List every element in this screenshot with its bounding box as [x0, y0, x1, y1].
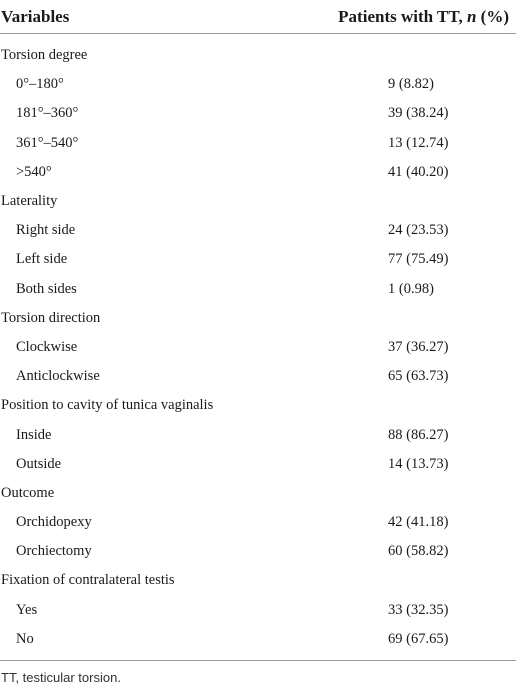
category-row: [0, 391, 516, 420]
table-row: [0, 420, 516, 449]
row-label: 0°–180°: [16, 76, 64, 93]
table-row: [0, 537, 516, 566]
row-value: 41 (40.20): [388, 163, 449, 180]
row-label: Outside: [16, 455, 62, 472]
row-value: 1 (0.98): [388, 280, 434, 297]
table-row: [0, 99, 516, 128]
row-label: Clockwise: [16, 338, 78, 355]
category-label: Outcome: [1, 484, 55, 501]
category-row: [0, 566, 516, 595]
row-label: Right side: [16, 222, 76, 239]
table-row: [0, 70, 516, 99]
category-label: Fixation of contralateral testis: [1, 572, 175, 589]
category-row: [0, 304, 516, 333]
table-header: [0, 0, 516, 34]
category-row: [0, 41, 516, 70]
row-value: 39 (38.24): [388, 105, 449, 122]
table-row: [0, 508, 516, 537]
row-label: Inside: [16, 426, 52, 443]
header-patients-prefix: Patients with TT,: [338, 6, 467, 26]
table-row: [0, 216, 516, 245]
category-label: Torsion degree: [1, 47, 88, 64]
category-label: Laterality: [1, 193, 58, 210]
row-label: 181°–360°: [16, 105, 79, 122]
row-value: 69 (67.65): [388, 630, 449, 647]
row-value: 9 (8.82): [388, 76, 434, 93]
table-row: [0, 129, 516, 158]
category-row: [0, 187, 516, 216]
table-row: [0, 245, 516, 274]
row-value: 88 (86.27): [388, 426, 449, 443]
table-row: [0, 596, 516, 625]
row-label: Orchidopexy: [16, 514, 92, 531]
header-variables: Variables: [1, 6, 70, 26]
row-value: 65 (63.73): [388, 368, 449, 385]
row-value: 24 (23.53): [388, 222, 449, 239]
row-label: Anticlockwise: [16, 368, 100, 385]
row-label: Both sides: [16, 280, 77, 297]
row-value: 60 (58.82): [388, 543, 449, 560]
row-value: 13 (12.74): [388, 134, 449, 151]
header-patients-suffix: (%): [476, 6, 509, 26]
row-value: 14 (13.73): [388, 455, 449, 472]
table-row: [0, 158, 516, 187]
header-patients: [338, 7, 510, 27]
table-footnote: TT, testicular torsion.: [1, 669, 121, 685]
category-row: [0, 479, 516, 508]
table-row: [0, 362, 516, 391]
row-label: Yes: [16, 601, 38, 618]
row-value: 42 (41.18): [388, 514, 449, 531]
row-value: 33 (32.35): [388, 601, 449, 618]
header-patients-n: n: [466, 6, 477, 26]
row-label: Orchiectomy: [16, 543, 92, 560]
category-label: Position to cavity of tunica vaginalis: [1, 397, 214, 414]
row-label: >540°: [16, 163, 52, 180]
row-label: 361°–540°: [16, 134, 79, 151]
table-row: [0, 275, 516, 304]
table-row: [0, 333, 516, 362]
row-value: 37 (36.27): [388, 338, 449, 355]
table-body: [0, 34, 516, 654]
table-row: [0, 450, 516, 479]
table-row: [0, 625, 516, 654]
row-label: Left side: [16, 251, 68, 268]
category-label: Torsion direction: [1, 309, 101, 326]
row-label: No: [16, 630, 34, 647]
row-value: 77 (75.49): [388, 251, 449, 268]
